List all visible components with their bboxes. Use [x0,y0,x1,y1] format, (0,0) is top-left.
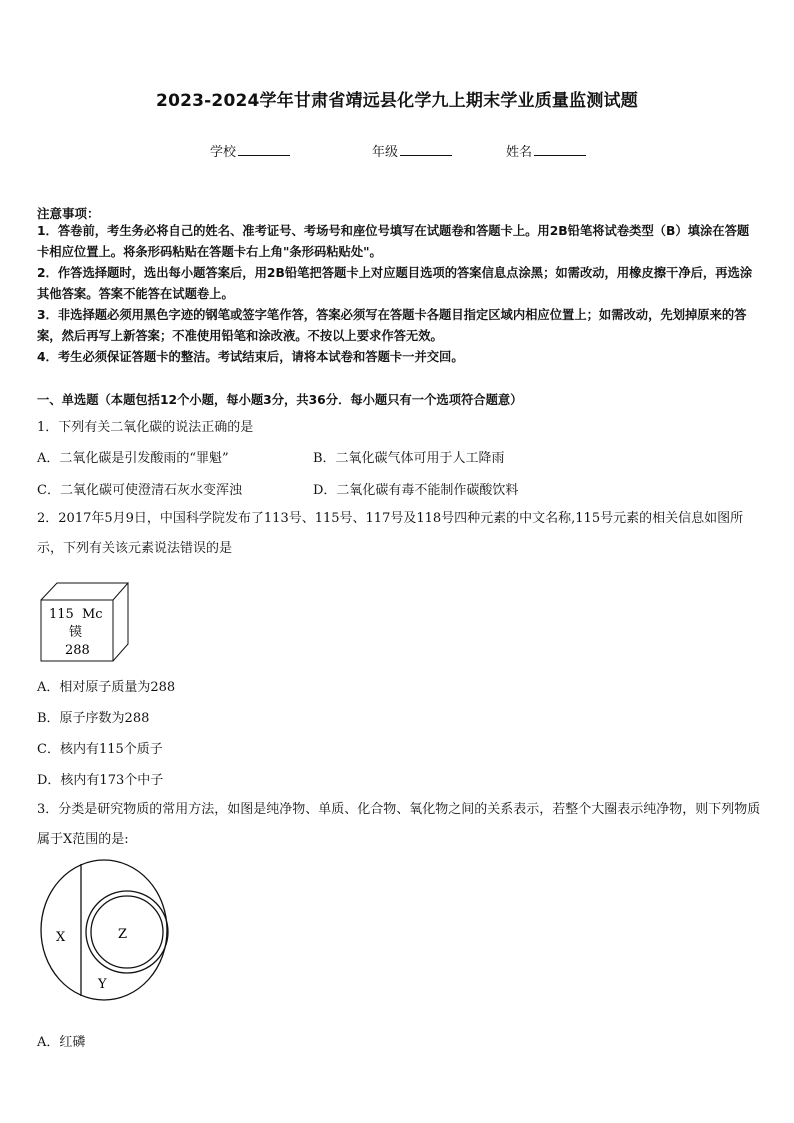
notes-list [37,221,761,368]
classification-circle-figure [38,858,170,1002]
grade-label: 年级 [372,145,399,160]
page-title: 2023-2024学年甘肃省靖远县化学九上期末学业质量监测试题 [156,91,638,111]
question-2-option-a: A．相对原子质量为288 [37,680,176,695]
element-number: 115 [49,607,74,622]
question-1-option-b: B．二氧化碳气体可用于人工降雨 [313,451,505,466]
note-item: 4．考生必须保证答题卡的整洁。考试结束后，请将本试卷和答题卡一并交回。 [37,350,464,364]
school-label: 学校 [210,145,237,160]
question-2-stem: 2．2017年5月9日，中国科学院发布了113号、115号、117号及118号四种元素的中文名称,115号元素的相关信息如图所示，下列有关该元素说法错误的是 [37,511,744,556]
note-item: 1．答卷前，考生务必将自己的姓名、准考证号、考场号和座位号填写在试题卷和答题卡上。用2B铅笔将试卷类型（B）填涂在答题卡相应位置上。将条形码粘贴在答题卡右上角"条形码粘贴处"。 [37,224,750,259]
section-heading: 一、单选题（本题包括12个小题，每小题3分，共36分．每小题只有一个选项符合题意） [37,393,523,407]
question-2-option-b: B．原子序数为288 [37,711,150,726]
element-cube-figure [38,581,130,663]
region-z-label: Z [118,927,128,942]
name-field [506,141,586,160]
question-3-option-a: A．红磷 [37,1035,86,1050]
note-item: 3．非选择题必须用黑色字迹的钢笔或签字笔作答，答案必须写在答题卡各题目指定区域内相应位置上；如需改动，先划掉原来的答案，然后再写上新答案；不准使用铅笔和涂改液。不按以上要求作答无效。 [37,308,747,343]
element-mass: 288 [65,643,90,658]
grade-blank [400,143,452,156]
school-field [210,141,290,160]
question-1-stem: 1．下列有关二氧化碳的说法正确的是 [37,420,254,435]
name-label: 姓名 [506,145,533,160]
note-item: 2．作答选择题时，选出每小题答案后，用2B铅笔把答题卡上对应题目选项的答案信息点涂黑；如需改动，用橡皮擦干净后，再选涂其他答案。答案不能答在试题卷上。 [37,266,753,301]
question-2-option-d: D．核内有173个中子 [37,773,164,788]
element-symbol: Mc [82,607,103,622]
notes-heading: 注意事项： [37,206,100,221]
school-blank [238,143,290,156]
grade-field [372,141,452,160]
question-3-stem: 3．分类是研究物质的常用方法，如图是纯净物、单质、化合物、氧化物之间的关系表示，若整个大圈表示纯净物，则下列物质属于X范围的是: [37,802,761,847]
region-x-label: X [56,930,66,945]
question-1-option-c: C．二氧化碳可使澄清石灰水变浑浊 [37,483,242,498]
name-blank [534,143,586,156]
element-name: 镆 [69,625,83,640]
question-1-option-a: A．二氧化碳是引发酸雨的“罪魁” [37,451,229,466]
question-2-option-c: C．核内有115个质子 [37,742,163,757]
question-1-option-d: D．二氧化碳有毒不能制作碳酸饮料 [313,483,519,498]
element-cube-svg [38,581,130,663]
classification-circle-svg [38,858,170,1002]
region-y-label: Y [98,977,107,992]
